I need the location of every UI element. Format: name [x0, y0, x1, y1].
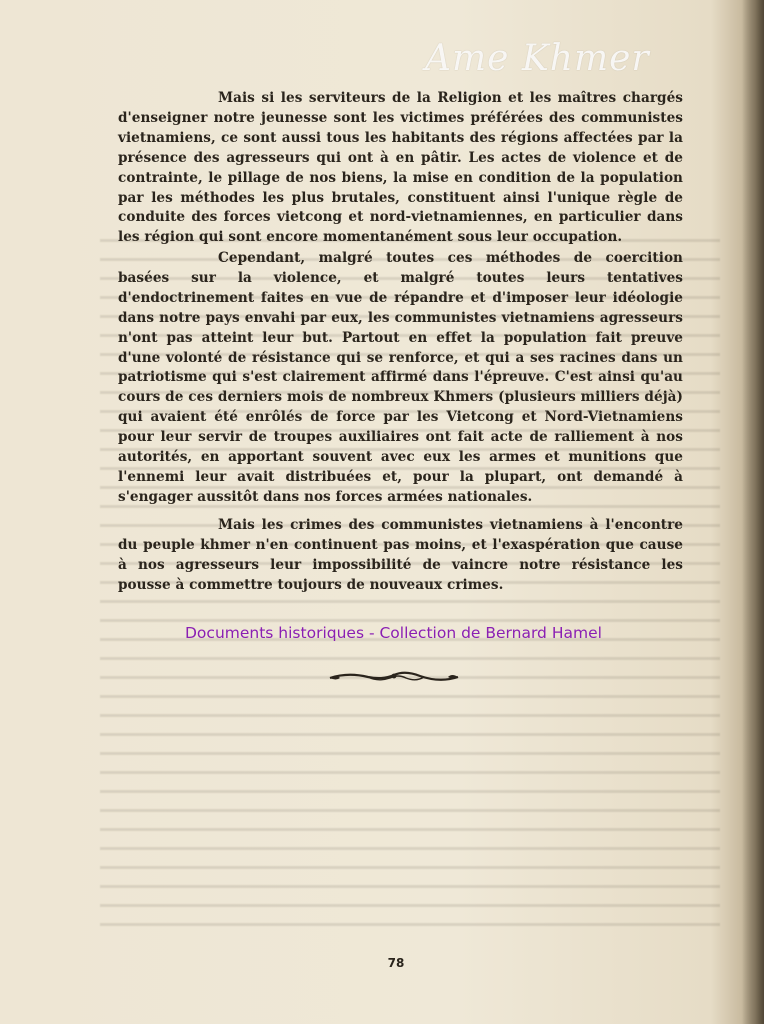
watermark: Ame Khmer [425, 38, 650, 79]
book-gutter-shadow [742, 0, 764, 1024]
paragraph-1-text: Mais si les serviteurs de la Religion et les maîtres chargés d'enseigner notre jeunesse sont les victimes préférées des communistes vietnamiens, ce sont aussi tous les habitants des régions affectées par la présence des agresseurs qui ont à en pâtir. Les actes de violence et de contrainte, le pillage de nos biens, la mise en condition de la population par les méthodes les plus brutales, constituent ainsi l'unique règle de conduite des forces vietcong et nord-vietnamiennes, en particulier dans les région qui sont encore momentanément sous leur occupation. [118, 90, 683, 246]
paragraph-1 [118, 89, 683, 248]
collection-caption: Documents historiques - Collection de Bernard Hamel [185, 624, 602, 642]
paragraph-3 [118, 516, 683, 596]
ornament-divider [328, 668, 460, 686]
paragraph-2-text: Cependant, malgré toutes ces méthodes de coercition basées sur la violence, et malgré toutes leurs tentatives d'endoctrinement faites en vue de répandre et d'imposer leur idéologie dans notre pays envahi par eux, les communistes vietnamiens agresseurs n'ont pas atteint leur but. Partout en effet la population fait preuve d'une volonté de résistance qui se renforce, et qui a ses racines dans un patriotisme qui s'est clairement affirmé dans l'épreuve. C'est ainsi qu'au cours de ces derniers mois de nombreux Khmers (plusieurs milliers déjà) qui avaient été enrôlés de force par les Vietcong et Nord-Vietnamiens pour leur servir de troupes auxiliaires ont fait acte de ralliement à nos autorités, en apportant souvent avec eux les armes et munitions que l'ennemi leur avait distribuées et, pour la plupart, ont demandé à s'engager aussitôt dans nos forces armées nationales. [118, 250, 683, 505]
paragraph-2 [118, 249, 683, 508]
page-number: 78 [387, 956, 405, 970]
paragraph-3-text: Mais les crimes des communistes vietnamiens à l'encontre du peuple khmer n'en continuent pas moins, et l'exaspération que cause à nos agresseurs leur impossibilité de vaincre notre résistance les pousse à commettre toujours de nouveaux crimes. [118, 517, 683, 593]
